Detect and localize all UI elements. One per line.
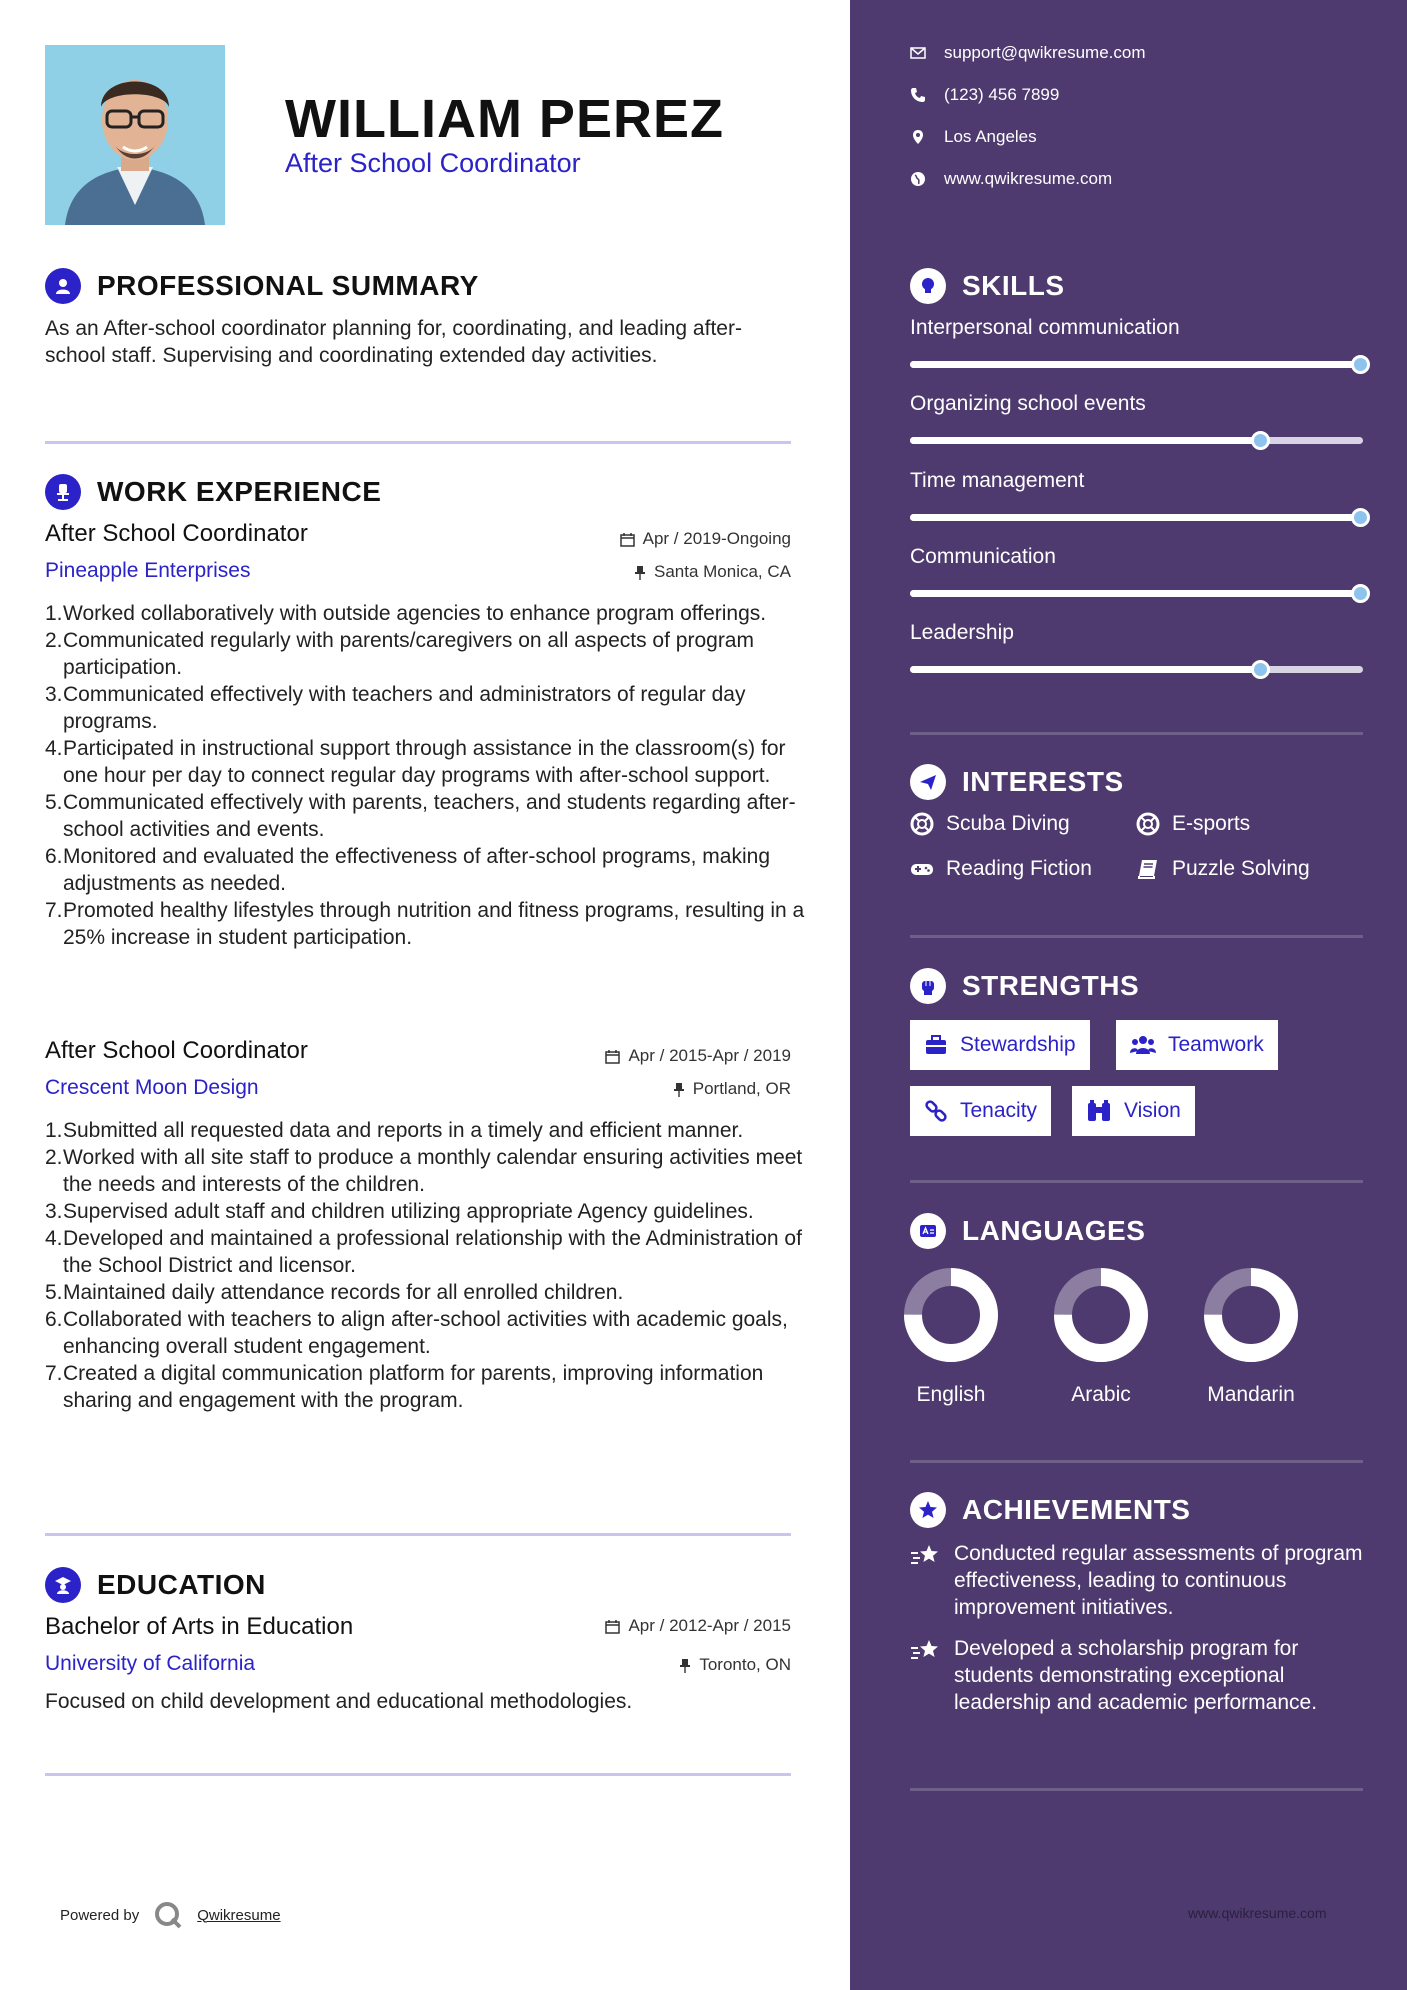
strength-badge: Tenacity [910,1086,1051,1136]
lifebuoy-icon [910,812,934,836]
job-company: Pineapple Enterprises [45,559,251,582]
skill-bar [910,437,1363,444]
lightbulb-icon [910,268,946,304]
summary-title: PROFESSIONAL SUMMARY [97,270,479,301]
strength-badge: Vision [1072,1086,1195,1136]
chair-icon [45,474,81,510]
globe-icon [910,171,926,187]
skill-bar [910,666,1363,673]
strength-badge: Teamwork [1116,1020,1278,1070]
experience-title: WORK EXPERIENCE [97,476,382,507]
language-name: English [916,1383,986,1406]
education-heading [45,1567,266,1603]
translate-icon [910,1213,946,1249]
interest-item: Reading Fiction [910,857,1092,881]
divider [910,732,1363,735]
language-item [1186,1265,1316,1407]
achievements-title: ACHIEVEMENTS [962,1494,1191,1525]
skills-title: SKILLS [962,270,1065,301]
list-item: 5. Maintained daily attendance records for all enrolled children. [45,1281,624,1304]
calendar-icon [620,532,635,547]
lifebuoy-icon [1136,812,1160,836]
languages-title: LANGUAGES [962,1215,1146,1246]
list-item: 3. Supervised adult staff and children utilizing appropriate Agency guidelines. [45,1200,754,1223]
list-item: 3. Communicated effectively with teachers and administrators of regular day programs. [45,683,746,733]
list-item: 1. Worked collaboratively with outside agencies to enhance program offerings. [45,602,767,625]
user-icon [45,268,81,304]
education-description: Focused on child development and educational methodologies. [45,1690,633,1713]
map-marker-icon [910,129,926,145]
language-donut [1201,1265,1301,1365]
paper-plane-icon [910,764,946,800]
skill-bar-fill [910,666,1263,673]
job-location: Santa Monica, CA [634,562,791,582]
interests-title: INTERESTS [962,766,1124,797]
education-dates: Apr / 2012-Apr / 2015 [605,1616,791,1636]
school-name: University of California [45,1652,256,1675]
list-item: 2. Worked with all site staff to produce a monthly calendar ensuring activities meet the needs and interests of the children. [45,1146,803,1196]
skill-bar-fill [910,361,1363,368]
divider [910,1788,1363,1791]
job-title: After School Coordinator [45,1037,308,1064]
interest-item: Scuba Diving [910,812,1070,836]
achievement-item: Conducted regular assessments of program effectiveness, leading to continuous improvement initiatives. [910,1540,1370,1621]
strengths-heading [910,968,1139,1004]
star-badge-icon [910,1492,946,1528]
interests-heading [910,764,1124,800]
list-item: 7. Created a digital communication platform for parents, improving information sharing and engagement with the program. [45,1362,764,1412]
skill-bar-fill [910,514,1363,521]
strengths-title: STRENGTHS [962,970,1140,1001]
languages-heading [910,1213,1145,1249]
divider [45,1773,791,1776]
divider [910,935,1363,938]
briefcase-icon [924,1034,948,1056]
summary-text: As an After-school coordinator planning for, coordinating, and leading after-school staff. Supervising and coordinating extended day activities. [45,317,742,367]
skill-bar-knob [1251,431,1270,450]
list-item: 5. Communicated effectively with parents, teachers, and students regarding after-school activities and events. [45,791,796,841]
education-title: EDUCATION [97,1569,266,1600]
list-item: 1. Submitted all requested data and reports in a timely and efficient manner. [45,1119,744,1142]
contact-website[interactable]: www.qwikresume.com [910,169,1112,189]
list-item: 2. Communicated regularly with parents/caregivers on all aspects of program participation. [45,629,754,679]
language-donut [1051,1265,1151,1365]
skill-bar-knob [1351,508,1370,527]
envelope-icon [910,45,926,61]
phone-icon [910,87,926,103]
divider [910,1180,1363,1183]
list-item: 4. Developed and maintained a professional relationship with the Administration of the School District and licensor. [45,1227,802,1277]
language-name: Arabic [1071,1383,1131,1406]
skill-bar-knob [1351,584,1370,603]
skill-bar [910,361,1363,368]
skill-bar [910,514,1363,521]
skill-label: Communication [910,545,1056,568]
achievement-item: Developed a scholarship program for students demonstrating exceptional leadership and academic performance. [910,1635,1370,1716]
skill-label: Interpersonal communication [910,316,1180,339]
skill-bar-knob [1251,660,1270,679]
list-item: 7. Promoted healthy lifestyles through nutrition and fitness programs, resulting in a 25% increase in student participation. [45,899,805,949]
skills-heading [910,268,1065,304]
experience-heading [45,474,381,510]
language-donut [901,1265,1001,1365]
strength-badge: Stewardship [910,1020,1090,1070]
skill-label: Organizing school events [910,392,1146,415]
book-icon [1136,857,1160,881]
skill-bar [910,590,1363,597]
contact-email[interactable]: support@qwikresume.com [910,43,1146,63]
job-title: After School Coordinator [45,520,308,547]
list-item: 6. Monitored and evaluated the effectiveness of after-school programs, making adjustments as needed. [45,845,771,895]
job-bullets [45,1117,805,1414]
fist-icon [910,968,946,1004]
contact-location: Los Angeles [910,127,1037,147]
skill-bar-fill [910,590,1363,597]
language-name: Mandarin [1207,1383,1295,1406]
summary-heading [45,268,479,304]
shooting-star-icon [910,1543,942,1567]
language-item [886,1265,1016,1407]
list-item: 4. Participated in instructional support through assistance in the classroom(s) for one hour per day to connect regular day programs with after-school support. [45,737,786,787]
job-bullets [45,600,805,951]
graduate-icon [45,1567,81,1603]
job-location: Portland, OR [673,1079,791,1099]
candidate-role: After School Coordinator [285,148,581,178]
pin-icon [679,1658,691,1673]
language-item [1036,1265,1166,1407]
calendar-icon [605,1619,620,1634]
divider [45,441,791,444]
powered-by-label: Powered by [60,1906,140,1924]
contact-phone[interactable]: (123) 456 7899 [910,85,1059,105]
binoculars-icon [1086,1099,1112,1123]
education-location: Toronto, ON [679,1655,791,1675]
qwikresume-link[interactable]: Qwikresume [197,1906,281,1924]
candidate-name: WILLIAM PEREZ [285,89,724,149]
shooting-star-icon [910,1638,942,1662]
powered-by-footer [60,1900,281,1930]
skill-bar-fill [910,437,1263,444]
divider [910,1460,1363,1463]
job-company: Crescent Moon Design [45,1076,259,1099]
job-dates: Apr / 2015-Apr / 2019 [605,1046,791,1066]
divider [45,1533,791,1536]
skill-label: Leadership [910,621,1014,644]
skill-bar-knob [1351,355,1370,374]
users-icon [1130,1034,1156,1056]
qwikresume-logo-icon [153,1900,183,1930]
pin-icon [673,1082,685,1097]
job-dates: Apr / 2019-Ongoing [620,529,791,549]
degree-title: Bachelor of Arts in Education [45,1613,354,1640]
gamepad-icon [910,857,934,881]
list-item: 6. Collaborated with teachers to align after-school activities with academic goals, enhancing overall student engagement. [45,1308,788,1358]
skill-label: Time management [910,469,1085,492]
interest-item: E-sports [1136,812,1250,836]
interest-item: Puzzle Solving [1136,857,1310,881]
pin-icon [634,565,646,580]
profile-photo [45,45,225,225]
sidebar [850,0,1407,1990]
footer-site: www.qwikresume.com [1188,1905,1327,1921]
link-icon [924,1099,948,1123]
achievements-heading [910,1492,1190,1528]
calendar-icon [605,1049,620,1064]
